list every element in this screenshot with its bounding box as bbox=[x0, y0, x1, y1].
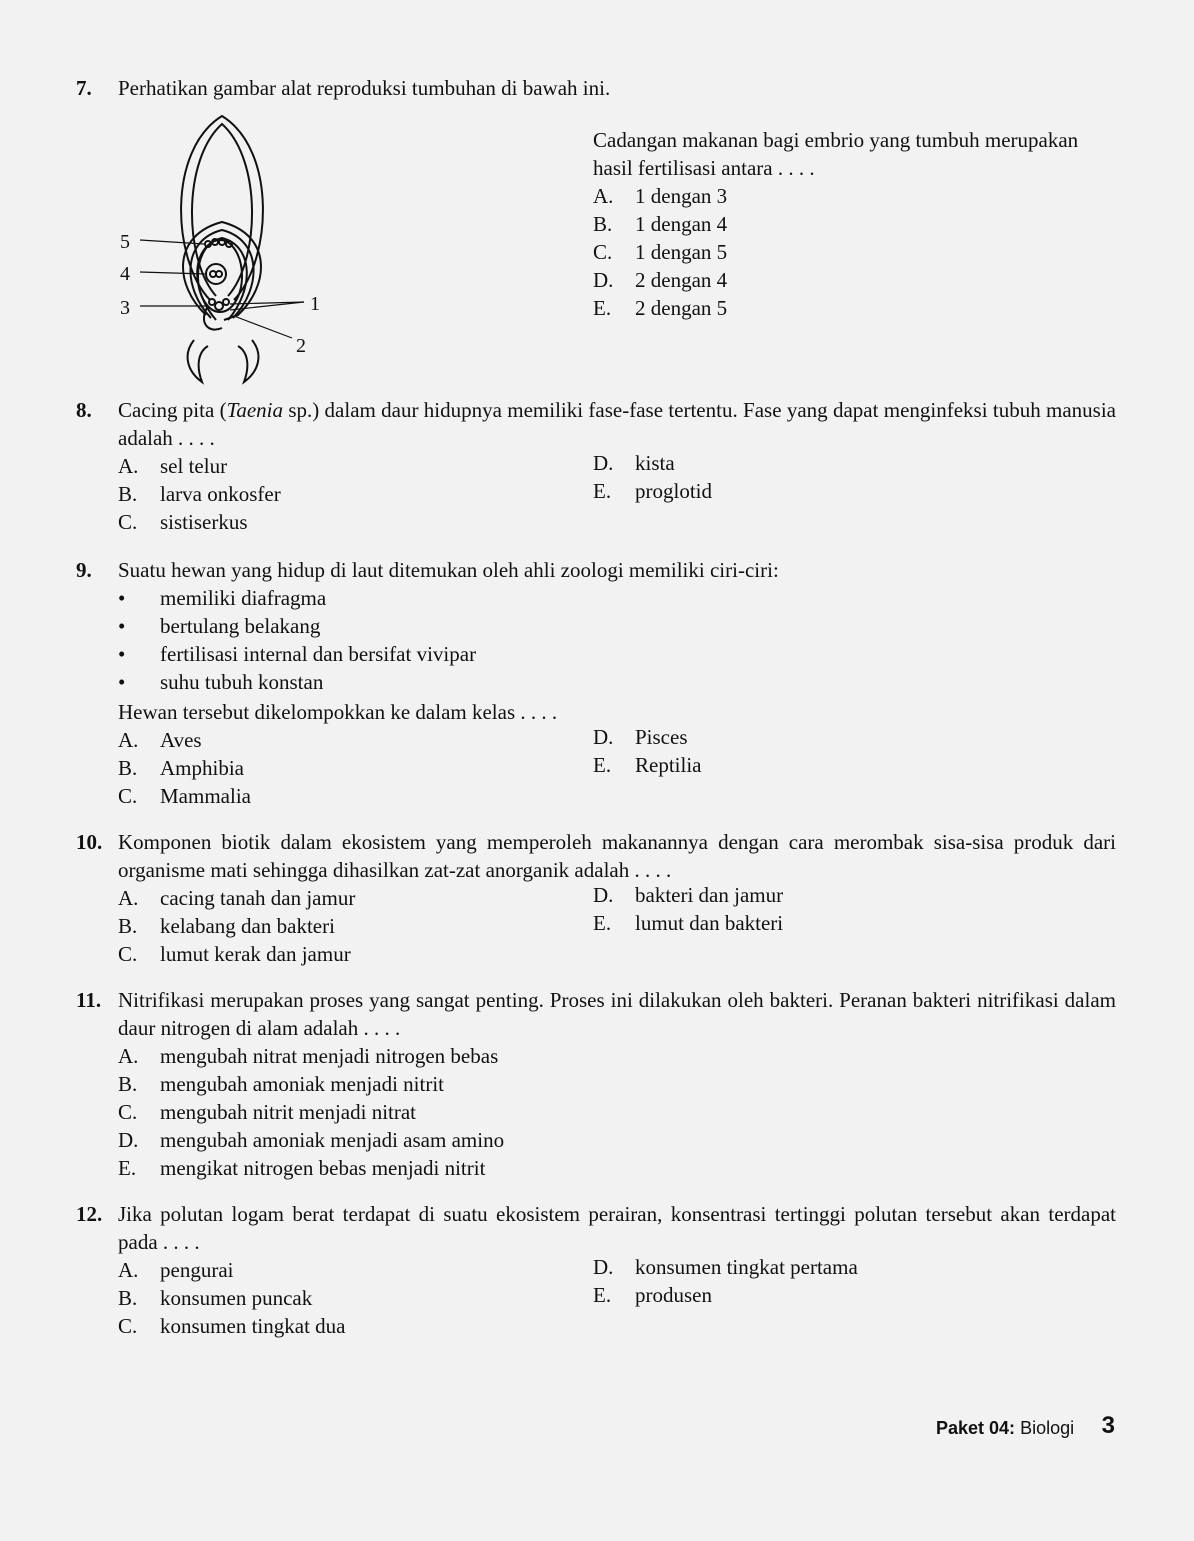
figure-label-2: 2 bbox=[296, 335, 306, 357]
option-d[interactable]: D. kista bbox=[593, 451, 675, 475]
option-e[interactable]: E. mengikat nitrogen bebas menjadi nitrit bbox=[118, 1156, 486, 1180]
figure-label-5: 5 bbox=[120, 231, 130, 253]
option-e[interactable]: E. produsen bbox=[593, 1283, 712, 1307]
question-stem: Jika polutan logam berat terdapat di suatu ekosistem perairan, konsentrasi tertinggi polutan tersebut akan terdapat pada . . . . bbox=[118, 1202, 1116, 1254]
question-number: 10. bbox=[76, 830, 103, 854]
page-footer bbox=[936, 1414, 1121, 1442]
question-number: 7. bbox=[76, 76, 92, 100]
option-a[interactable]: A. pengurai bbox=[118, 1258, 234, 1282]
option-list bbox=[118, 1042, 1116, 1182]
characteristic-list bbox=[118, 584, 1116, 696]
question-9 bbox=[76, 556, 1116, 810]
option-a[interactable]: A. sel telur bbox=[118, 454, 228, 478]
question-stem: Cacing pita (Taenia sp.) dalam daur hidupnya memiliki fase-fase tertentu. Fase yang dapat menginfeksi tubuh manusia adalah . . . . bbox=[118, 398, 1117, 450]
question-7 bbox=[76, 74, 1116, 102]
option-e[interactable]: E. proglotid bbox=[593, 479, 712, 503]
figure-label-4: 4 bbox=[120, 263, 130, 285]
option-d[interactable]: D. 2 dengan 4 bbox=[593, 268, 728, 292]
question-number: 8. bbox=[76, 398, 92, 422]
option-list bbox=[118, 726, 1116, 810]
option-b[interactable]: B. Amphibia bbox=[118, 756, 244, 780]
option-a[interactable]: A. cacing tanah dan jamur bbox=[118, 886, 356, 910]
question-number: 9. bbox=[76, 558, 92, 582]
question-12 bbox=[76, 1200, 1116, 1340]
option-d[interactable]: D. Pisces bbox=[593, 725, 688, 749]
option-c[interactable]: C. Mammalia bbox=[118, 784, 251, 808]
option-d[interactable]: D. bakteri dan jamur bbox=[593, 883, 784, 907]
question-number: 12. bbox=[76, 1202, 103, 1226]
option-a[interactable]: A. mengubah nitrat menjadi nitrogen bebas bbox=[118, 1044, 499, 1068]
question-number: 11. bbox=[76, 988, 102, 1012]
option-list bbox=[118, 884, 1116, 968]
question-11 bbox=[76, 986, 1116, 1182]
option-e[interactable]: E. Reptilia bbox=[593, 753, 702, 777]
list-item: • fertilisasi internal dan bersifat vivipar bbox=[118, 642, 477, 666]
option-list bbox=[593, 182, 1113, 322]
figure-label-1: 1 bbox=[310, 293, 320, 315]
subject-label: Biologi bbox=[1015, 1418, 1075, 1438]
question-stem: Komponen biotik dalam ekosistem yang memperoleh makanannya dengan cara merombak sisa-sisa produk dari organisme mati sehingga dihasilkan zat-zat anorganik adalah . . . . bbox=[118, 830, 1116, 882]
question-stem: Perhatikan gambar alat reproduksi tumbuhan di bawah ini. bbox=[118, 76, 611, 100]
page-number: 3 bbox=[1101, 1412, 1115, 1439]
question-stem: Suatu hewan yang hidup di laut ditemukan oleh ahli zoologi memiliki ciri-ciri: bbox=[118, 558, 779, 582]
question-text: Cadangan makanan bagi embrio yang tumbuh merupakan hasil fertilisasi antara . . . . bbox=[593, 128, 1079, 180]
option-c[interactable]: C. konsumen tingkat dua bbox=[118, 1314, 346, 1338]
option-d[interactable]: D. mengubah amoniak menjadi asam amino bbox=[118, 1128, 505, 1152]
option-c[interactable]: C. mengubah nitrit menjadi nitrat bbox=[118, 1100, 417, 1124]
figure-label-3: 3 bbox=[120, 297, 130, 319]
list-item: • bertulang belakang bbox=[118, 614, 321, 638]
option-list bbox=[118, 1256, 1116, 1340]
option-d[interactable]: D. konsumen tingkat pertama bbox=[593, 1255, 858, 1279]
list-item: • memiliki diafragma bbox=[118, 586, 327, 610]
option-b[interactable]: B. 1 dengan 4 bbox=[593, 212, 728, 236]
option-c[interactable]: C. lumut kerak dan jamur bbox=[118, 942, 351, 966]
option-e[interactable]: E. lumut dan bakteri bbox=[593, 911, 784, 935]
option-c[interactable]: C. sistiserkus bbox=[118, 510, 248, 534]
option-a[interactable]: A. 1 dengan 3 bbox=[593, 184, 728, 208]
question-7-body bbox=[593, 126, 1113, 322]
option-e[interactable]: E. 2 dengan 5 bbox=[593, 296, 728, 320]
option-list bbox=[118, 452, 1116, 536]
question-10 bbox=[76, 828, 1116, 968]
question-8 bbox=[76, 396, 1116, 536]
package-label: Paket 04: bbox=[936, 1418, 1016, 1438]
option-a[interactable]: A. Aves bbox=[118, 728, 202, 752]
question-text: Hewan tersebut dikelompokkan ke dalam kelas . . . . bbox=[118, 700, 558, 724]
ovule-diagram bbox=[112, 110, 342, 390]
option-b[interactable]: B. larva onkosfer bbox=[118, 482, 281, 506]
option-b[interactable]: B. konsumen puncak bbox=[118, 1286, 313, 1310]
list-item: • suhu tubuh konstan bbox=[118, 670, 324, 694]
option-c[interactable]: C. 1 dengan 5 bbox=[593, 240, 728, 264]
option-b[interactable]: B. kelabang dan bakteri bbox=[118, 914, 335, 938]
question-stem: Nitrifikasi merupakan proses yang sangat penting. Proses ini dilakukan oleh bakteri. Peranan bakteri nitrifikasi dalam daur nitrogen di alam adalah . . . . bbox=[118, 988, 1116, 1040]
option-b[interactable]: B. mengubah amoniak menjadi nitrit bbox=[118, 1072, 445, 1096]
